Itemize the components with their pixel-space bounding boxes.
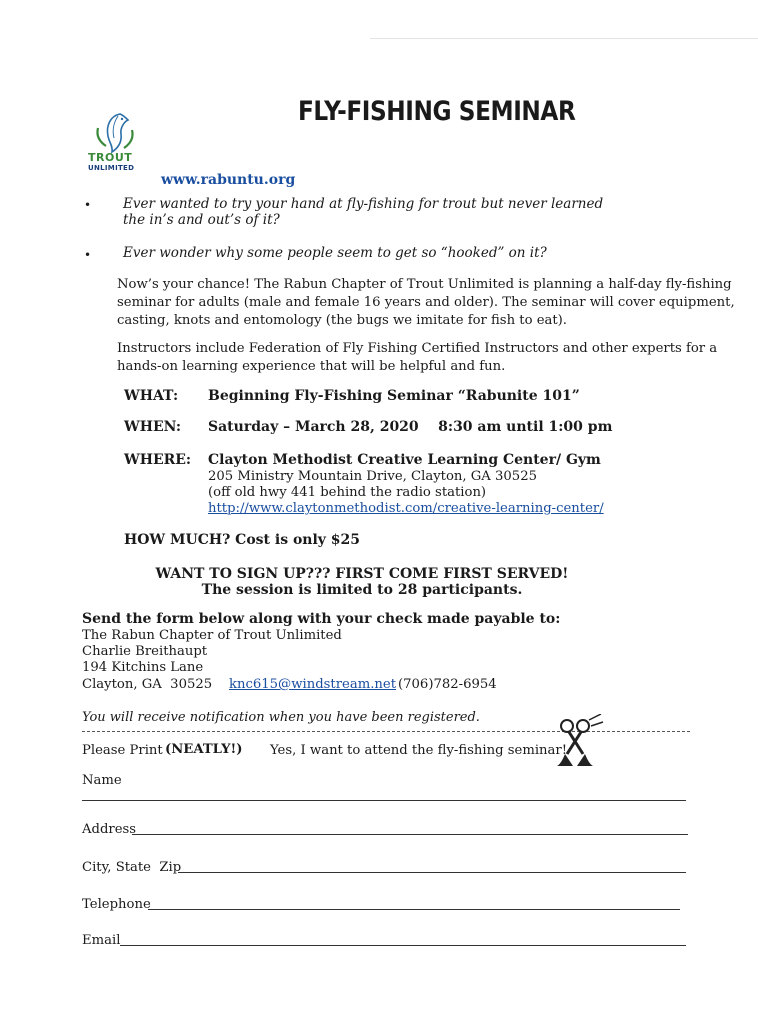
contact-email-link[interactable]: knc615@windstream.net [229, 677, 397, 692]
cost-text: HOW MUCH? Cost is only $25 [124, 532, 361, 548]
name-label: Name [82, 773, 122, 788]
instructors-line-2: hands-on learning experience that will be helpful and fun. [117, 359, 506, 374]
send-address-line-1: The Rabun Chapter of Trout Unlimited [82, 628, 342, 643]
what-value: Beginning Fly-Fishing Seminar “Rabunite 101” [208, 388, 580, 404]
intro-line-1: Now’s your chance! The Rabun Chapter of Trout Unlimited is planning a half-day fly-fishing [117, 277, 732, 292]
where-address: 205 Ministry Mountain Drive, Clayton, GA 30525 [208, 469, 537, 484]
please-print-label: Please Print [82, 743, 163, 758]
where-value: Clayton Methodist Creative Learning Center/ Gym [208, 452, 601, 468]
neatly-label: (NEATLY!) [165, 742, 243, 757]
registration-notice: You will receive notification when you have been registered. [82, 710, 480, 725]
address-field[interactable] [132, 834, 688, 835]
address-label: Address [82, 822, 137, 837]
send-address-line-4: Clayton, GA 30525 [82, 677, 213, 692]
when-label: WHEN: [124, 419, 182, 435]
bullet-marker: • [84, 248, 92, 262]
bullet-1-line-1: Ever wanted to try your hand at fly-fishing for trout but never learned [123, 196, 604, 212]
email-field[interactable] [120, 945, 686, 946]
name-field[interactable] [82, 800, 686, 801]
send-address-line-2: Charlie Breithaupt [82, 644, 208, 659]
email-label: Email [82, 933, 121, 948]
signup-line-1: WANT TO SIGN UP??? FIRST COME FIRST SERVED! [155, 566, 569, 582]
bullet-2-line-1: Ever wonder why some people seem to get so “hooked” on it? [123, 245, 547, 261]
where-directions: (off old hwy 441 behind the radio station) [208, 485, 487, 500]
city-state-zip-field[interactable] [178, 872, 686, 873]
logo-text-trout: TROUT [88, 151, 133, 164]
where-label: WHERE: [124, 452, 192, 468]
attend-statement: Yes, I want to attend the fly-fishing seminar! [270, 743, 568, 758]
top-scan-line [370, 38, 758, 39]
telephone-label: Telephone [82, 897, 151, 912]
city-state-zip-label: City, State Zip [82, 860, 182, 875]
contact-phone: (706)782-6954 [398, 677, 497, 692]
bullet-marker: • [84, 198, 92, 212]
bullet-1-line-2: the in’s and out’s of it? [123, 212, 280, 228]
instructors-line-1: Instructors include Federation of Fly Fishing Certified Instructors and other experts for a [117, 341, 718, 356]
send-address-line-3: 194 Kitchins Lane [82, 660, 204, 675]
website-link[interactable]: www.rabuntu.org [161, 172, 296, 188]
telephone-field[interactable] [148, 909, 680, 910]
logo-text-unlimited: UNLIMITED [88, 164, 135, 172]
signup-line-2: The session is limited to 28 participants. [201, 582, 523, 598]
what-label: WHAT: [124, 388, 179, 404]
send-heading: Send the form below along with your check made payable to: [82, 611, 561, 627]
intro-line-3: casting, knots and entomology (the bugs we imitate for fish to eat). [117, 313, 567, 328]
intro-line-2: seminar for adults (male and female 16 years and older). The seminar will cover equipment, [117, 295, 735, 310]
where-website-link[interactable]: http://www.claytonmethodist.com/creative-learning-center/ [208, 501, 604, 516]
when-value: Saturday – March 28, 2020 8:30 am until 1:00 pm [208, 419, 613, 435]
page-title: FLY-FISHING SEMINAR [298, 96, 576, 127]
